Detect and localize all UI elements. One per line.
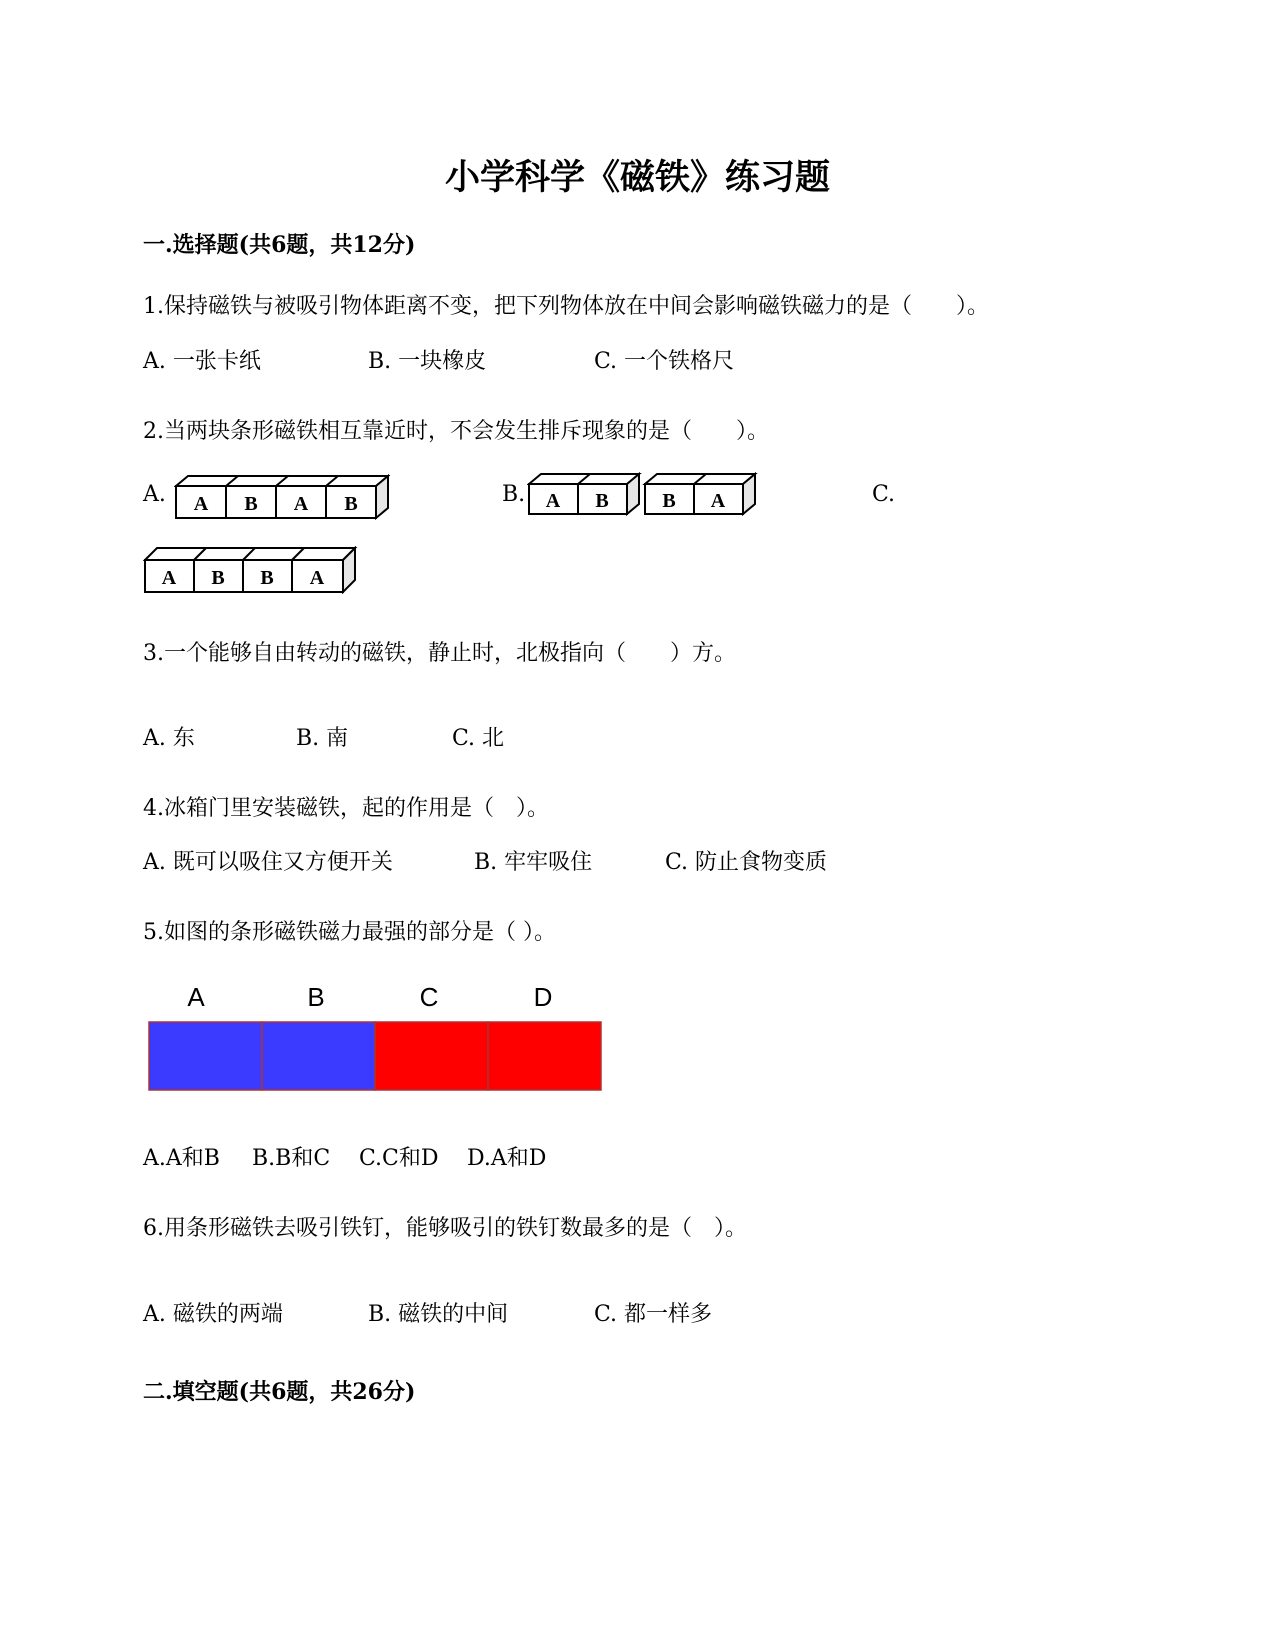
question-2: 2.当两块条形磁铁相互靠近时，不会发生排斥现象的是（ ）。 [143,419,769,444]
q1-option-a: A. 一张卡纸 [143,349,261,374]
q1-option-b: B. 一块橡皮 [368,349,487,374]
question-5: 5.如图的条形磁铁磁力最强的部分是（ ）。 [143,920,556,945]
q5-option-a: A.A和B [143,1146,220,1171]
q5-bar-magnet-figure [147,980,603,1094]
magnet-pole-label: B [211,567,225,589]
magnet-pole-label: B [595,490,609,512]
segment-label-d: D [533,982,553,1012]
question-4: 4.冰箱门里安装磁铁，起的作用是（ ）。 [143,796,549,821]
q6-option-c: C. 都一样多 [594,1302,713,1327]
q1-option-c: C. 一个铁格尺 [594,349,735,374]
q3-option-b: B. 南 [296,726,349,751]
q5-option-d: D.A和D [467,1146,547,1171]
magnet-pole-label: B [260,567,274,589]
question-3: 3.一个能够自由转动的磁铁，静止时，北极指向（ ）方。 [143,641,736,666]
magnet-segment [488,1022,601,1090]
magnet-pole-label: A [710,490,726,512]
magnet-segment [375,1022,488,1090]
segment-label-c: C [419,982,439,1012]
page-title: 小学科学《磁铁》练习题 [444,157,830,198]
magnet-pole-label: A [293,493,309,515]
segment-label-b: B [307,982,325,1012]
magnet-pole-label: A [309,567,325,589]
q4-option-b: B. 牢牢吸住 [474,850,593,875]
q6-option-a: A. 磁铁的两端 [143,1302,283,1327]
q4-option-a: A. 既可以吸住又方便开关 [143,850,393,875]
q5-option-c: C.C和D [359,1146,439,1171]
segment-label-a: A [187,982,205,1012]
section-heading-fill: 二.填空题(共6题，共26分) [143,1379,416,1405]
q2-magnets-a [174,474,390,522]
q4-option-c: C. 防止食物变质 [665,850,828,875]
section-heading-choice: 一.选择题(共6题，共12分) [143,232,416,258]
q2-option-b-label: B. [502,482,526,507]
q6-option-b: B. 磁铁的中间 [368,1302,509,1327]
q2-magnets-b [527,472,759,518]
q3-option-c: C. 北 [452,726,505,751]
magnet-pole-label: A [161,567,177,589]
q2-option-a-label: A. [143,482,166,507]
magnet-segment [262,1022,375,1090]
magnet-pole-label: B [244,493,258,515]
q2-magnets-c [143,546,359,594]
magnet-pole-label: B [662,490,676,512]
magnet-pole-label: A [193,493,209,515]
q5-option-b: B.B和C [252,1146,331,1171]
magnet-pole-label: B [344,493,358,515]
magnet-pole-label: A [545,490,561,512]
question-6: 6.用条形磁铁去吸引铁钉，能够吸引的铁钉数最多的是（ ）。 [143,1216,747,1241]
q3-option-a: A. 东 [143,726,195,751]
question-1: 1.保持磁铁与被吸引物体距离不变，把下列物体放在中间会影响磁铁磁力的是（ ）。 [143,294,989,319]
q2-option-c-label: C. [872,482,896,507]
magnet-segment [149,1022,262,1090]
